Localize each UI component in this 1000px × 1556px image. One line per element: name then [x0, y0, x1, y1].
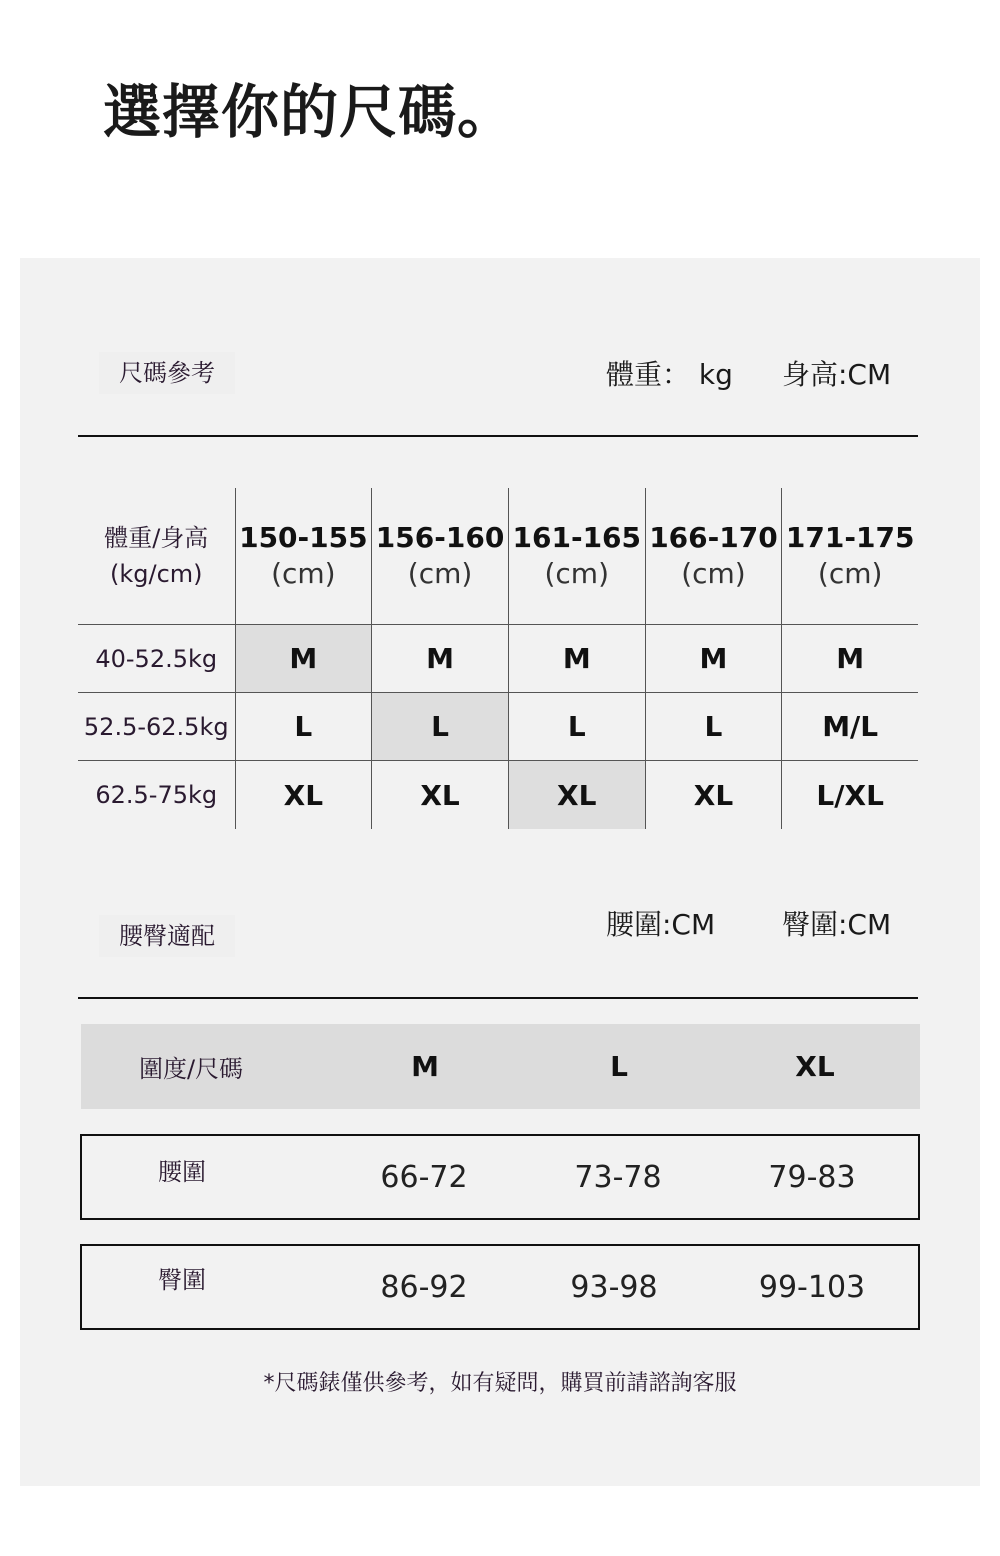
- measure-value: 93-98: [570, 1269, 658, 1305]
- measure-value: 73-78: [574, 1159, 662, 1195]
- measure-value: 66-72: [380, 1159, 468, 1195]
- height-col-3: [645, 488, 782, 624]
- size-cell: XL: [557, 778, 597, 812]
- weight-unit-label: 體重： kg: [606, 358, 733, 391]
- height-col-0: [235, 488, 372, 624]
- measure-value: 86-92: [380, 1269, 468, 1305]
- section-divider: [78, 997, 918, 999]
- height-col-2: [508, 488, 645, 624]
- weight-label: 62.5-75kg: [95, 781, 218, 809]
- size-cell: XL: [420, 778, 460, 812]
- height-range: 150-155: [239, 521, 368, 554]
- corner-cell: [78, 488, 235, 624]
- size-cell: M: [699, 642, 728, 675]
- size-chart-panel: [20, 258, 980, 1486]
- height-range: 156-160: [375, 521, 505, 554]
- height-range: 166-170: [649, 521, 778, 554]
- page-title: 選擇你的尺碼。: [103, 78, 517, 146]
- size-cell: L: [567, 710, 586, 743]
- table-row: [78, 761, 918, 829]
- height-unit: (cm): [681, 557, 746, 590]
- hip-unit-label: 臀圍:CM: [782, 908, 892, 941]
- height-unit: (cm): [407, 557, 473, 590]
- size-cell: M: [562, 642, 591, 675]
- size-cell: L: [294, 710, 313, 743]
- height-unit: (cm): [817, 557, 883, 590]
- fit-size-l: L: [610, 1050, 628, 1083]
- fit-header-label: 圍度/尺碼: [138, 1055, 244, 1083]
- height-unit-label: 身高:CM: [782, 358, 892, 391]
- size-cell: L: [704, 710, 723, 743]
- height-unit: (cm): [271, 557, 336, 590]
- measure-value: 79-83: [768, 1159, 856, 1195]
- height-range: 171-175: [785, 521, 915, 554]
- height-col-4: [781, 488, 918, 624]
- size-table: [78, 488, 918, 829]
- size-cell: L: [431, 710, 449, 743]
- measure-value: 99-103: [758, 1269, 866, 1305]
- size-cell: M: [426, 642, 454, 675]
- size-section-label: 尺碼參考: [99, 352, 235, 394]
- waist-row: [80, 1134, 920, 1220]
- size-cell: XL: [283, 778, 324, 812]
- weight-label: 52.5-62.5kg: [83, 712, 229, 741]
- hip-row: [80, 1244, 920, 1330]
- row-label: 腰圍: [158, 1157, 206, 1186]
- size-cell: XL: [693, 778, 734, 812]
- height-unit: (cm): [544, 557, 610, 590]
- size-table-header: [78, 488, 918, 625]
- size-cell: M: [836, 642, 865, 675]
- fit-table-header: [81, 1024, 920, 1109]
- height-range: 161-165: [512, 521, 642, 554]
- disclaimer-note: *尺碼錶僅供參考，如有疑問，購買前請諮詢客服: [263, 1371, 737, 1396]
- corner-label-bottom: (kg/cm): [109, 560, 203, 588]
- height-col-1: [371, 488, 508, 624]
- weight-label: 40-52.5kg: [95, 644, 218, 673]
- table-row: [78, 625, 918, 693]
- row-label: 臀圍: [158, 1265, 206, 1294]
- table-row: [78, 693, 918, 761]
- corner-label-top: 體重/身高: [104, 524, 209, 552]
- fit-size-m: M: [411, 1050, 439, 1083]
- fit-size-xl: XL: [795, 1050, 835, 1083]
- waist-unit-label: 腰圍:CM: [606, 908, 716, 941]
- section-divider: [78, 435, 918, 437]
- fit-section-label: 腰臀適配: [99, 915, 235, 957]
- size-cell: M: [289, 642, 318, 675]
- size-cell: M/L: [822, 710, 879, 743]
- size-cell: L/XL: [816, 778, 884, 812]
